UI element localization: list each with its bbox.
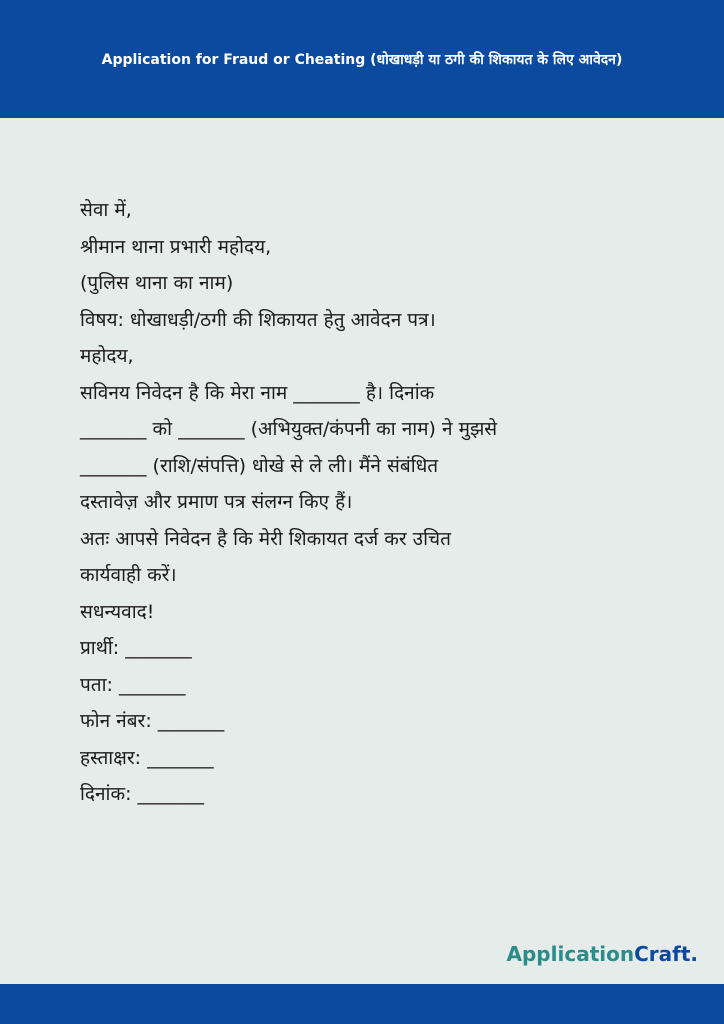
page-title: Application for Fraud or Cheating (धोखाधड़ी या ठगी की शिकायत के लिए आवेदन) — [101, 51, 623, 68]
letter-line: दस्तावेज़ और प्रमाण पत्र संलग्न किए हैं। — [80, 491, 353, 513]
letter-line: प्रार्थी: _______ — [80, 637, 192, 659]
letter-body — [80, 192, 660, 813]
letter-line: सेवा में, — [80, 199, 132, 221]
letter-line: फोन नंबर: _______ — [80, 710, 225, 732]
brand-logo-part2: Craft. — [634, 942, 698, 966]
letter-line: कार्यवाही करें। — [80, 564, 177, 586]
letter-line: श्रीमान थाना प्रभारी महोदय, — [80, 235, 272, 258]
letter-line: _______ को _______ (अभियुक्त/कंपनी का नाम) ने मुझसे — [80, 418, 498, 440]
letter-line: _______ (राशि/संपत्ति) धोखे से ले ली। मैंने संबंधित — [80, 454, 439, 477]
header-banner — [0, 0, 724, 118]
letter-line: महोदय, — [80, 345, 134, 367]
footer-bar — [0, 984, 724, 1024]
letter-line: सधन्यवाद! — [80, 600, 155, 623]
letter-line: अतः आपसे निवेदन है कि मेरी शिकायत दर्ज कर उचित — [80, 527, 451, 550]
letter-line: दिनांक: _______ — [80, 783, 205, 805]
letter-line: पता: _______ — [80, 673, 186, 696]
letter-line: विषय: धोखाधड़ी/ठगी की शिकायत हेतु आवेदन पत्र। — [80, 308, 436, 331]
brand-logo-part1: Application — [506, 942, 635, 966]
brand-logo — [507, 942, 698, 966]
letter-line: हस्ताक्षर: _______ — [80, 746, 214, 769]
letter-line: सविनय निवेदन है कि मेरा नाम _______ है। दिनांक — [80, 381, 435, 404]
letter-line: (पुलिस थाना का नाम) — [80, 272, 234, 294]
